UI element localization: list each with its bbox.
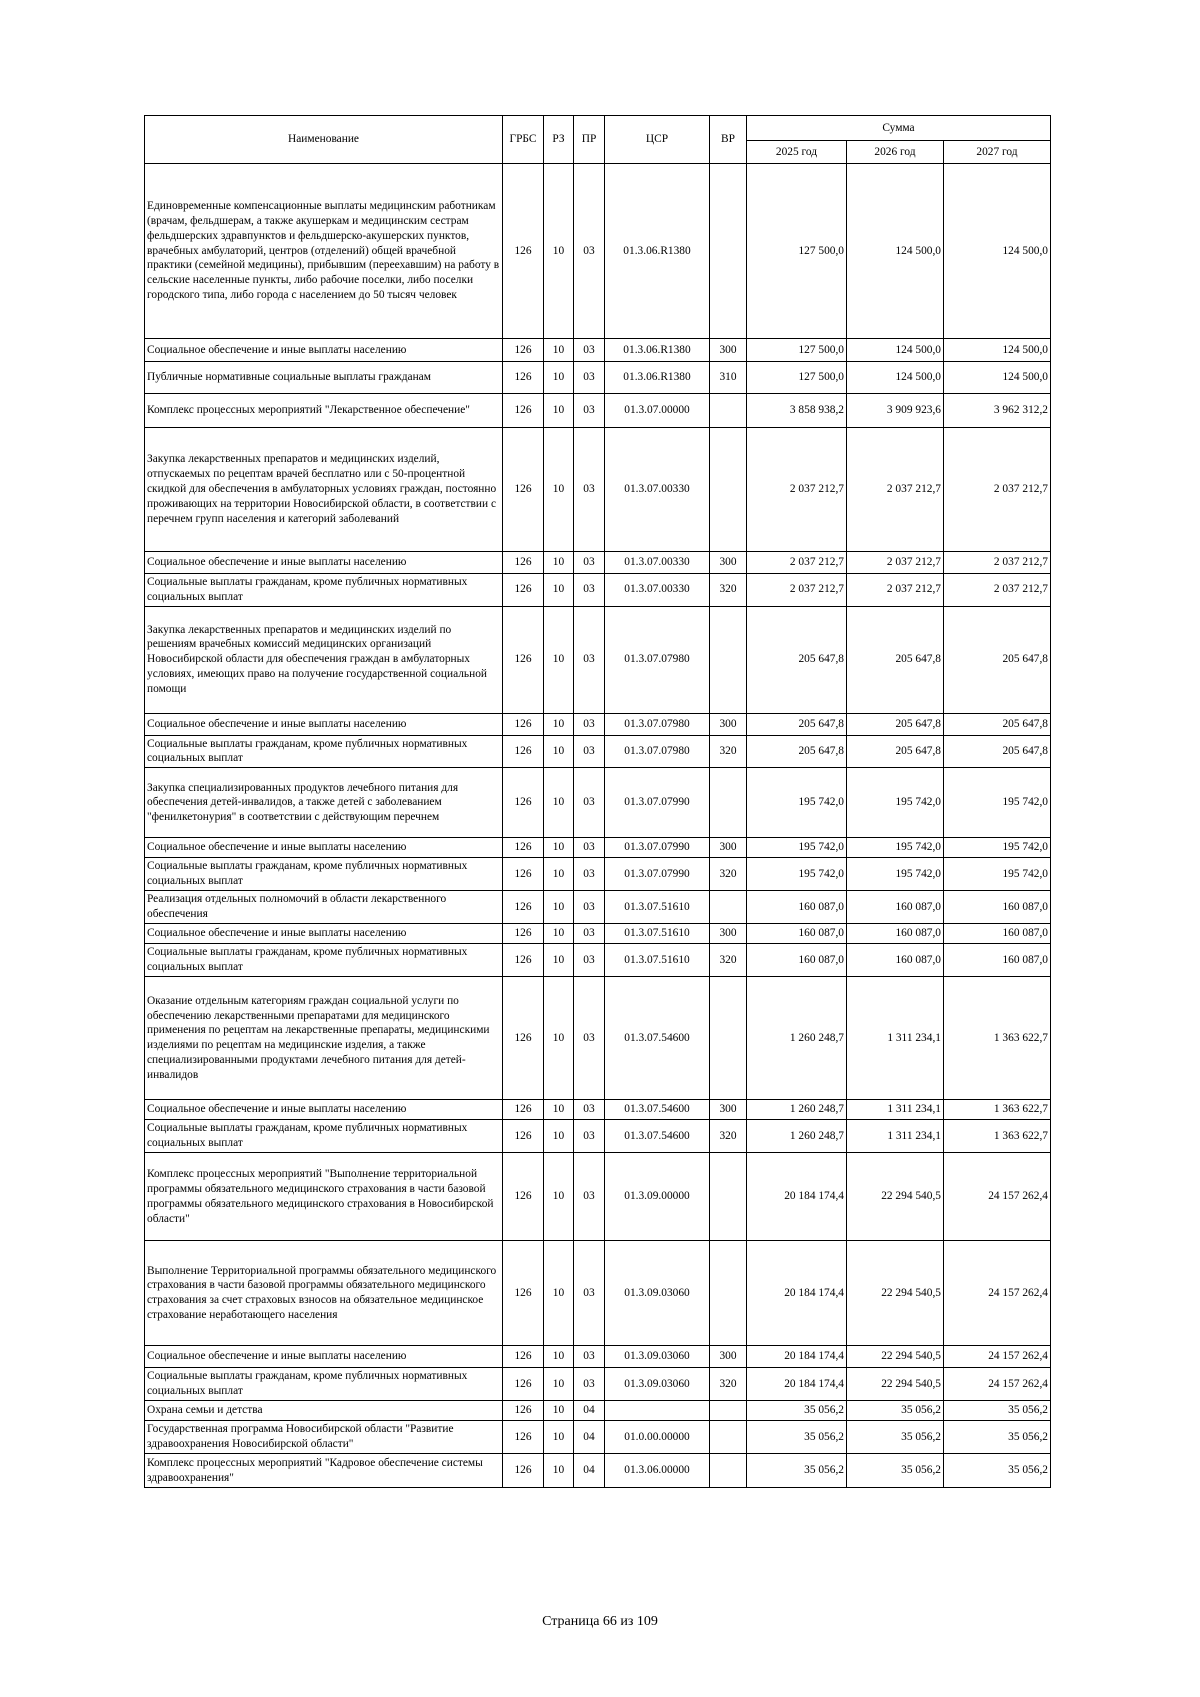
cell-rz: 10 [544, 713, 574, 735]
cell-csr: 01.3.07.07990 [605, 858, 710, 891]
cell-rz: 10 [544, 1241, 574, 1346]
cell-grbs: 126 [503, 362, 544, 394]
cell-name: Социальные выплаты гражданам, кроме публичных нормативных социальных выплат [145, 735, 503, 768]
header-rz: РЗ [544, 116, 574, 164]
cell-csr: 01.3.07.07980 [605, 606, 710, 713]
cell-csr: 01.3.07.51610 [605, 924, 710, 944]
cell-sum-2026: 124 500,0 [847, 362, 944, 394]
cell-name: Комплекс процессных мероприятий "Кадровое обеспечение системы здравоохранения" [145, 1454, 503, 1488]
cell-sum-2027: 24 157 262,4 [944, 1241, 1051, 1346]
cell-rz: 10 [544, 552, 574, 574]
cell-csr: 01.3.07.54600 [605, 1100, 710, 1120]
cell-sum-2025: 195 742,0 [747, 838, 847, 858]
cell-name: Социальное обеспечение и иные выплаты населению [145, 552, 503, 574]
cell-vr [710, 428, 747, 552]
cell-rz: 10 [544, 1421, 574, 1454]
cell-sum-2027: 195 742,0 [944, 858, 1051, 891]
cell-csr: 01.3.09.03060 [605, 1368, 710, 1401]
cell-sum-2025: 3 858 938,2 [747, 394, 847, 428]
cell-pr: 03 [574, 428, 605, 552]
cell-csr [605, 1401, 710, 1421]
table-row [145, 768, 1051, 838]
cell-csr: 01.3.07.07990 [605, 838, 710, 858]
cell-pr: 03 [574, 1100, 605, 1120]
cell-rz: 10 [544, 1346, 574, 1368]
cell-name: Единовременные компенсационные выплаты медицинским работникам (врачам, фельдшерам, а также акушеркам и медицинским сестрам фельдшерских здравпунктов и фельдшерско-акушерских пунктов, врачебных амбулаторий, центров (отделений) общей врачебной практики (семейной медицины), прибывшим (переехавшим) на работу в сельские населенные пункты, либо рабочие поселки, либо поселки городского типа, либо города с населением до 50 тысяч человек [145, 164, 503, 339]
cell-sum-2027: 35 056,2 [944, 1401, 1051, 1421]
cell-sum-2026: 35 056,2 [847, 1421, 944, 1454]
header-year-2026: 2026 год [847, 141, 944, 164]
cell-grbs: 126 [503, 1401, 544, 1421]
cell-name: Социальные выплаты гражданам, кроме публичных нормативных социальных выплат [145, 574, 503, 607]
cell-grbs: 126 [503, 339, 544, 362]
cell-sum-2027: 195 742,0 [944, 768, 1051, 838]
cell-name: Реализация отдельных полномочий в области лекарственного обеспечения [145, 891, 503, 924]
cell-sum-2026: 2 037 212,7 [847, 428, 944, 552]
cell-sum-2026: 195 742,0 [847, 858, 944, 891]
cell-vr: 300 [710, 924, 747, 944]
cell-rz: 10 [544, 362, 574, 394]
cell-grbs: 126 [503, 1454, 544, 1488]
cell-sum-2027: 2 037 212,7 [944, 428, 1051, 552]
cell-sum-2026: 3 909 923,6 [847, 394, 944, 428]
cell-grbs: 126 [503, 1346, 544, 1368]
cell-vr: 320 [710, 735, 747, 768]
cell-sum-2027: 160 087,0 [944, 944, 1051, 977]
cell-rz: 10 [544, 606, 574, 713]
table-row [145, 1421, 1051, 1454]
cell-csr: 01.3.07.00000 [605, 394, 710, 428]
cell-sum-2026: 205 647,8 [847, 606, 944, 713]
cell-vr: 310 [710, 362, 747, 394]
cell-csr: 01.0.00.00000 [605, 1421, 710, 1454]
cell-pr: 03 [574, 735, 605, 768]
cell-pr: 03 [574, 838, 605, 858]
cell-rz: 10 [544, 339, 574, 362]
table-row [145, 944, 1051, 977]
cell-vr [710, 1421, 747, 1454]
cell-sum-2026: 22 294 540,5 [847, 1368, 944, 1401]
cell-sum-2025: 127 500,0 [747, 164, 847, 339]
cell-sum-2026: 1 311 234,1 [847, 1120, 944, 1153]
cell-name: Комплекс процессных мероприятий "Выполнение территориальной программы обязательного медицинского страхования в части базовой программы обязательного медицинского страхования в Новосибирской области" [145, 1153, 503, 1241]
cell-pr: 04 [574, 1421, 605, 1454]
cell-grbs: 126 [503, 1100, 544, 1120]
table-row [145, 1241, 1051, 1346]
cell-sum-2025: 2 037 212,7 [747, 428, 847, 552]
table-row [145, 713, 1051, 735]
cell-sum-2027: 205 647,8 [944, 606, 1051, 713]
cell-rz: 10 [544, 1120, 574, 1153]
cell-rz: 10 [544, 1454, 574, 1488]
cell-sum-2025: 195 742,0 [747, 858, 847, 891]
cell-grbs: 126 [503, 713, 544, 735]
cell-rz: 10 [544, 858, 574, 891]
cell-sum-2025: 1 260 248,7 [747, 1100, 847, 1120]
table-row [145, 362, 1051, 394]
cell-grbs: 126 [503, 428, 544, 552]
table-row [145, 977, 1051, 1100]
budget-table [144, 115, 1051, 1488]
cell-rz: 10 [544, 977, 574, 1100]
cell-vr: 300 [710, 1100, 747, 1120]
cell-pr: 03 [574, 606, 605, 713]
cell-pr: 03 [574, 977, 605, 1100]
cell-sum-2026: 160 087,0 [847, 891, 944, 924]
cell-name: Социальное обеспечение и иные выплаты населению [145, 339, 503, 362]
cell-name: Социальные выплаты гражданам, кроме публичных нормативных социальных выплат [145, 1368, 503, 1401]
cell-grbs: 126 [503, 574, 544, 607]
table-body [145, 164, 1051, 1488]
cell-pr: 03 [574, 944, 605, 977]
cell-grbs: 126 [503, 838, 544, 858]
table-row [145, 1454, 1051, 1488]
cell-pr: 04 [574, 1401, 605, 1421]
cell-sum-2027: 160 087,0 [944, 924, 1051, 944]
table-row [145, 552, 1051, 574]
table-row [145, 891, 1051, 924]
cell-sum-2025: 20 184 174,4 [747, 1241, 847, 1346]
header-year-2025: 2025 год [747, 141, 847, 164]
cell-name: Выполнение Территориальной программы обязательного медицинского страхования в части базовой программы обязательного медицинского страхования за счет страховых взносов на обязательное медицинское страхование неработающего населения [145, 1241, 503, 1346]
cell-sum-2026: 1 311 234,1 [847, 977, 944, 1100]
cell-sum-2025: 127 500,0 [747, 362, 847, 394]
cell-name: Социальные выплаты гражданам, кроме публичных нормативных социальных выплат [145, 944, 503, 977]
cell-csr: 01.3.07.54600 [605, 1120, 710, 1153]
cell-sum-2025: 35 056,2 [747, 1454, 847, 1488]
cell-csr: 01.3.07.51610 [605, 891, 710, 924]
cell-sum-2025: 20 184 174,4 [747, 1368, 847, 1401]
table-row [145, 428, 1051, 552]
cell-csr: 01.3.09.03060 [605, 1241, 710, 1346]
cell-pr: 03 [574, 394, 605, 428]
cell-sum-2025: 205 647,8 [747, 606, 847, 713]
cell-grbs: 126 [503, 768, 544, 838]
cell-grbs: 126 [503, 394, 544, 428]
cell-sum-2027: 1 363 622,7 [944, 1100, 1051, 1120]
cell-sum-2026: 22 294 540,5 [847, 1153, 944, 1241]
cell-pr: 03 [574, 768, 605, 838]
cell-grbs: 126 [503, 1241, 544, 1346]
cell-pr: 03 [574, 713, 605, 735]
cell-rz: 10 [544, 1368, 574, 1401]
cell-pr: 03 [574, 362, 605, 394]
cell-vr: 300 [710, 713, 747, 735]
table-row [145, 735, 1051, 768]
table-row [145, 1153, 1051, 1241]
cell-pr: 03 [574, 924, 605, 944]
cell-pr: 03 [574, 891, 605, 924]
cell-sum-2025: 205 647,8 [747, 735, 847, 768]
cell-rz: 10 [544, 394, 574, 428]
cell-csr: 01.3.07.51610 [605, 944, 710, 977]
table-row [145, 339, 1051, 362]
cell-sum-2027: 205 647,8 [944, 713, 1051, 735]
table-row [145, 1368, 1051, 1401]
cell-vr: 320 [710, 1368, 747, 1401]
cell-sum-2027: 2 037 212,7 [944, 574, 1051, 607]
cell-name: Социальное обеспечение и иные выплаты населению [145, 1100, 503, 1120]
cell-rz: 10 [544, 1401, 574, 1421]
cell-rz: 10 [544, 735, 574, 768]
cell-pr: 03 [574, 1241, 605, 1346]
cell-name: Социальное обеспечение и иные выплаты населению [145, 838, 503, 858]
cell-sum-2027: 24 157 262,4 [944, 1368, 1051, 1401]
cell-sum-2026: 205 647,8 [847, 713, 944, 735]
cell-name: Государственная программа Новосибирской области "Развитие здравоохранения Новосибирской области" [145, 1421, 503, 1454]
cell-vr [710, 891, 747, 924]
cell-sum-2026: 124 500,0 [847, 164, 944, 339]
cell-sum-2027: 35 056,2 [944, 1421, 1051, 1454]
cell-csr: 01.3.07.54600 [605, 977, 710, 1100]
cell-sum-2025: 195 742,0 [747, 768, 847, 838]
cell-grbs: 126 [503, 924, 544, 944]
table-row [145, 1401, 1051, 1421]
cell-sum-2025: 1 260 248,7 [747, 977, 847, 1100]
cell-sum-2025: 20 184 174,4 [747, 1346, 847, 1368]
header-vr: ВР [710, 116, 747, 164]
cell-csr: 01.3.06.R1380 [605, 339, 710, 362]
cell-rz: 10 [544, 574, 574, 607]
cell-sum-2027: 1 363 622,7 [944, 977, 1051, 1100]
cell-name: Оказание отдельным категориям граждан социальной услуги по обеспечению лекарственными препаратами для медицинского применения по рецептам на лекарственные препараты, медицинскими изделиями по рецептам на медицинские изделия, а также специализированными продуктами лечебного питания для детей-инвалидов [145, 977, 503, 1100]
table-row [145, 606, 1051, 713]
table-row [145, 574, 1051, 607]
cell-pr: 03 [574, 552, 605, 574]
cell-sum-2025: 160 087,0 [747, 891, 847, 924]
cell-vr [710, 1401, 747, 1421]
cell-sum-2026: 195 742,0 [847, 838, 944, 858]
cell-name: Публичные нормативные социальные выплаты гражданам [145, 362, 503, 394]
cell-sum-2027: 3 962 312,2 [944, 394, 1051, 428]
cell-csr: 01.3.06.R1380 [605, 164, 710, 339]
cell-vr [710, 977, 747, 1100]
cell-name: Закупка специализированных продуктов лечебного питания для обеспечения детей-инвалидов, а также детей с заболеванием "фенилкетонурия" в соответствии с действующим перечнем [145, 768, 503, 838]
page-number: Страница 66 из 109 [542, 1614, 658, 1629]
cell-grbs: 126 [503, 552, 544, 574]
table-row [145, 924, 1051, 944]
cell-sum-2025: 35 056,2 [747, 1421, 847, 1454]
cell-name: Социальные выплаты гражданам, кроме публичных нормативных социальных выплат [145, 858, 503, 891]
cell-csr: 01.3.07.07980 [605, 735, 710, 768]
cell-vr [710, 768, 747, 838]
cell-rz: 10 [544, 924, 574, 944]
cell-name: Социальные выплаты гражданам, кроме публичных нормативных социальных выплат [145, 1120, 503, 1153]
table-row [145, 1120, 1051, 1153]
cell-grbs: 126 [503, 1421, 544, 1454]
cell-sum-2025: 1 260 248,7 [747, 1120, 847, 1153]
cell-name: Социальное обеспечение и иные выплаты населению [145, 924, 503, 944]
cell-name: Закупка лекарственных препаратов и медицинских изделий, отпускаемых по рецептам врачей бесплатно или с 50-процентной скидкой для обеспечения в амбулаторных условиях граждан, постоянно проживающих на территории Новосибирской области, в соответствии с перечнем групп населения и категорий заболеваний [145, 428, 503, 552]
cell-pr: 04 [574, 1454, 605, 1488]
cell-sum-2027: 35 056,2 [944, 1454, 1051, 1488]
table-row [145, 1100, 1051, 1120]
cell-csr: 01.3.09.03060 [605, 1346, 710, 1368]
cell-name: Закупка лекарственных препаратов и медицинских изделий по решениям врачебных комиссий медицинских организаций Новосибирской области для обеспечения граждан в амбулаторных условиях, имеющих право на получение государственной социальной помощи [145, 606, 503, 713]
cell-csr: 01.3.06.00000 [605, 1454, 710, 1488]
table-row [145, 394, 1051, 428]
cell-vr [710, 1153, 747, 1241]
cell-vr: 320 [710, 1120, 747, 1153]
cell-vr: 320 [710, 858, 747, 891]
header-name: Наименование [145, 116, 503, 164]
cell-pr: 03 [574, 1153, 605, 1241]
cell-rz: 10 [544, 891, 574, 924]
cell-csr: 01.3.07.00330 [605, 574, 710, 607]
cell-vr: 300 [710, 339, 747, 362]
cell-sum-2026: 124 500,0 [847, 339, 944, 362]
cell-grbs: 126 [503, 1153, 544, 1241]
cell-pr: 03 [574, 1368, 605, 1401]
cell-sum-2026: 195 742,0 [847, 768, 944, 838]
cell-name: Социальное обеспечение и иные выплаты населению [145, 713, 503, 735]
cell-pr: 03 [574, 164, 605, 339]
cell-sum-2027: 195 742,0 [944, 838, 1051, 858]
cell-grbs: 126 [503, 891, 544, 924]
cell-sum-2025: 2 037 212,7 [747, 574, 847, 607]
cell-vr [710, 164, 747, 339]
cell-sum-2027: 160 087,0 [944, 891, 1051, 924]
cell-rz: 10 [544, 944, 574, 977]
table-header [145, 116, 1051, 164]
cell-csr: 01.3.07.07990 [605, 768, 710, 838]
cell-csr: 01.3.06.R1380 [605, 362, 710, 394]
cell-rz: 10 [544, 164, 574, 339]
cell-vr [710, 606, 747, 713]
cell-vr: 300 [710, 838, 747, 858]
cell-name: Охрана семьи и детства [145, 1401, 503, 1421]
cell-grbs: 126 [503, 977, 544, 1100]
cell-rz: 10 [544, 1153, 574, 1241]
cell-vr: 300 [710, 1346, 747, 1368]
cell-sum-2026: 2 037 212,7 [847, 552, 944, 574]
cell-sum-2026: 205 647,8 [847, 735, 944, 768]
cell-sum-2025: 20 184 174,4 [747, 1153, 847, 1241]
cell-csr: 01.3.07.07980 [605, 713, 710, 735]
cell-sum-2027: 2 037 212,7 [944, 552, 1051, 574]
cell-grbs: 126 [503, 606, 544, 713]
cell-rz: 10 [544, 1100, 574, 1120]
cell-vr: 320 [710, 574, 747, 607]
cell-pr: 03 [574, 1346, 605, 1368]
header-pr: ПР [574, 116, 605, 164]
cell-sum-2027: 1 363 622,7 [944, 1120, 1051, 1153]
cell-sum-2027: 24 157 262,4 [944, 1346, 1051, 1368]
cell-pr: 03 [574, 858, 605, 891]
cell-grbs: 126 [503, 1368, 544, 1401]
cell-vr: 300 [710, 552, 747, 574]
cell-name: Комплекс процессных мероприятий "Лекарственное обеспечение" [145, 394, 503, 428]
table-row [145, 1346, 1051, 1368]
table-row [145, 858, 1051, 891]
cell-grbs: 126 [503, 735, 544, 768]
cell-sum-2026: 35 056,2 [847, 1454, 944, 1488]
cell-grbs: 126 [503, 1120, 544, 1153]
cell-sum-2027: 124 500,0 [944, 362, 1051, 394]
cell-sum-2025: 160 087,0 [747, 924, 847, 944]
cell-sum-2026: 2 037 212,7 [847, 574, 944, 607]
cell-sum-2026: 160 087,0 [847, 944, 944, 977]
cell-sum-2027: 124 500,0 [944, 339, 1051, 362]
header-sum: Сумма [747, 116, 1051, 141]
cell-sum-2025: 160 087,0 [747, 944, 847, 977]
cell-vr [710, 1454, 747, 1488]
cell-vr [710, 1241, 747, 1346]
cell-pr: 03 [574, 1120, 605, 1153]
cell-grbs: 126 [503, 858, 544, 891]
cell-csr: 01.3.09.00000 [605, 1153, 710, 1241]
cell-sum-2026: 1 311 234,1 [847, 1100, 944, 1120]
header-year-2027: 2027 год [944, 141, 1051, 164]
cell-sum-2027: 124 500,0 [944, 164, 1051, 339]
table-row [145, 838, 1051, 858]
cell-grbs: 126 [503, 164, 544, 339]
cell-name: Социальное обеспечение и иные выплаты населению [145, 1346, 503, 1368]
cell-sum-2027: 205 647,8 [944, 735, 1051, 768]
cell-sum-2026: 22 294 540,5 [847, 1346, 944, 1368]
cell-sum-2026: 22 294 540,5 [847, 1241, 944, 1346]
cell-sum-2025: 127 500,0 [747, 339, 847, 362]
cell-rz: 10 [544, 428, 574, 552]
cell-sum-2025: 2 037 212,7 [747, 552, 847, 574]
header-csr: ЦСР [605, 116, 710, 164]
header-grbs: ГРБС [503, 116, 544, 164]
cell-rz: 10 [544, 838, 574, 858]
cell-sum-2025: 205 647,8 [747, 713, 847, 735]
cell-grbs: 126 [503, 944, 544, 977]
cell-rz: 10 [544, 768, 574, 838]
cell-vr: 320 [710, 944, 747, 977]
cell-sum-2027: 24 157 262,4 [944, 1153, 1051, 1241]
cell-csr: 01.3.07.00330 [605, 552, 710, 574]
cell-csr: 01.3.07.00330 [605, 428, 710, 552]
table-row [145, 164, 1051, 339]
cell-sum-2026: 35 056,2 [847, 1401, 944, 1421]
cell-vr [710, 394, 747, 428]
cell-pr: 03 [574, 574, 605, 607]
cell-pr: 03 [574, 339, 605, 362]
cell-sum-2026: 160 087,0 [847, 924, 944, 944]
cell-sum-2025: 35 056,2 [747, 1401, 847, 1421]
